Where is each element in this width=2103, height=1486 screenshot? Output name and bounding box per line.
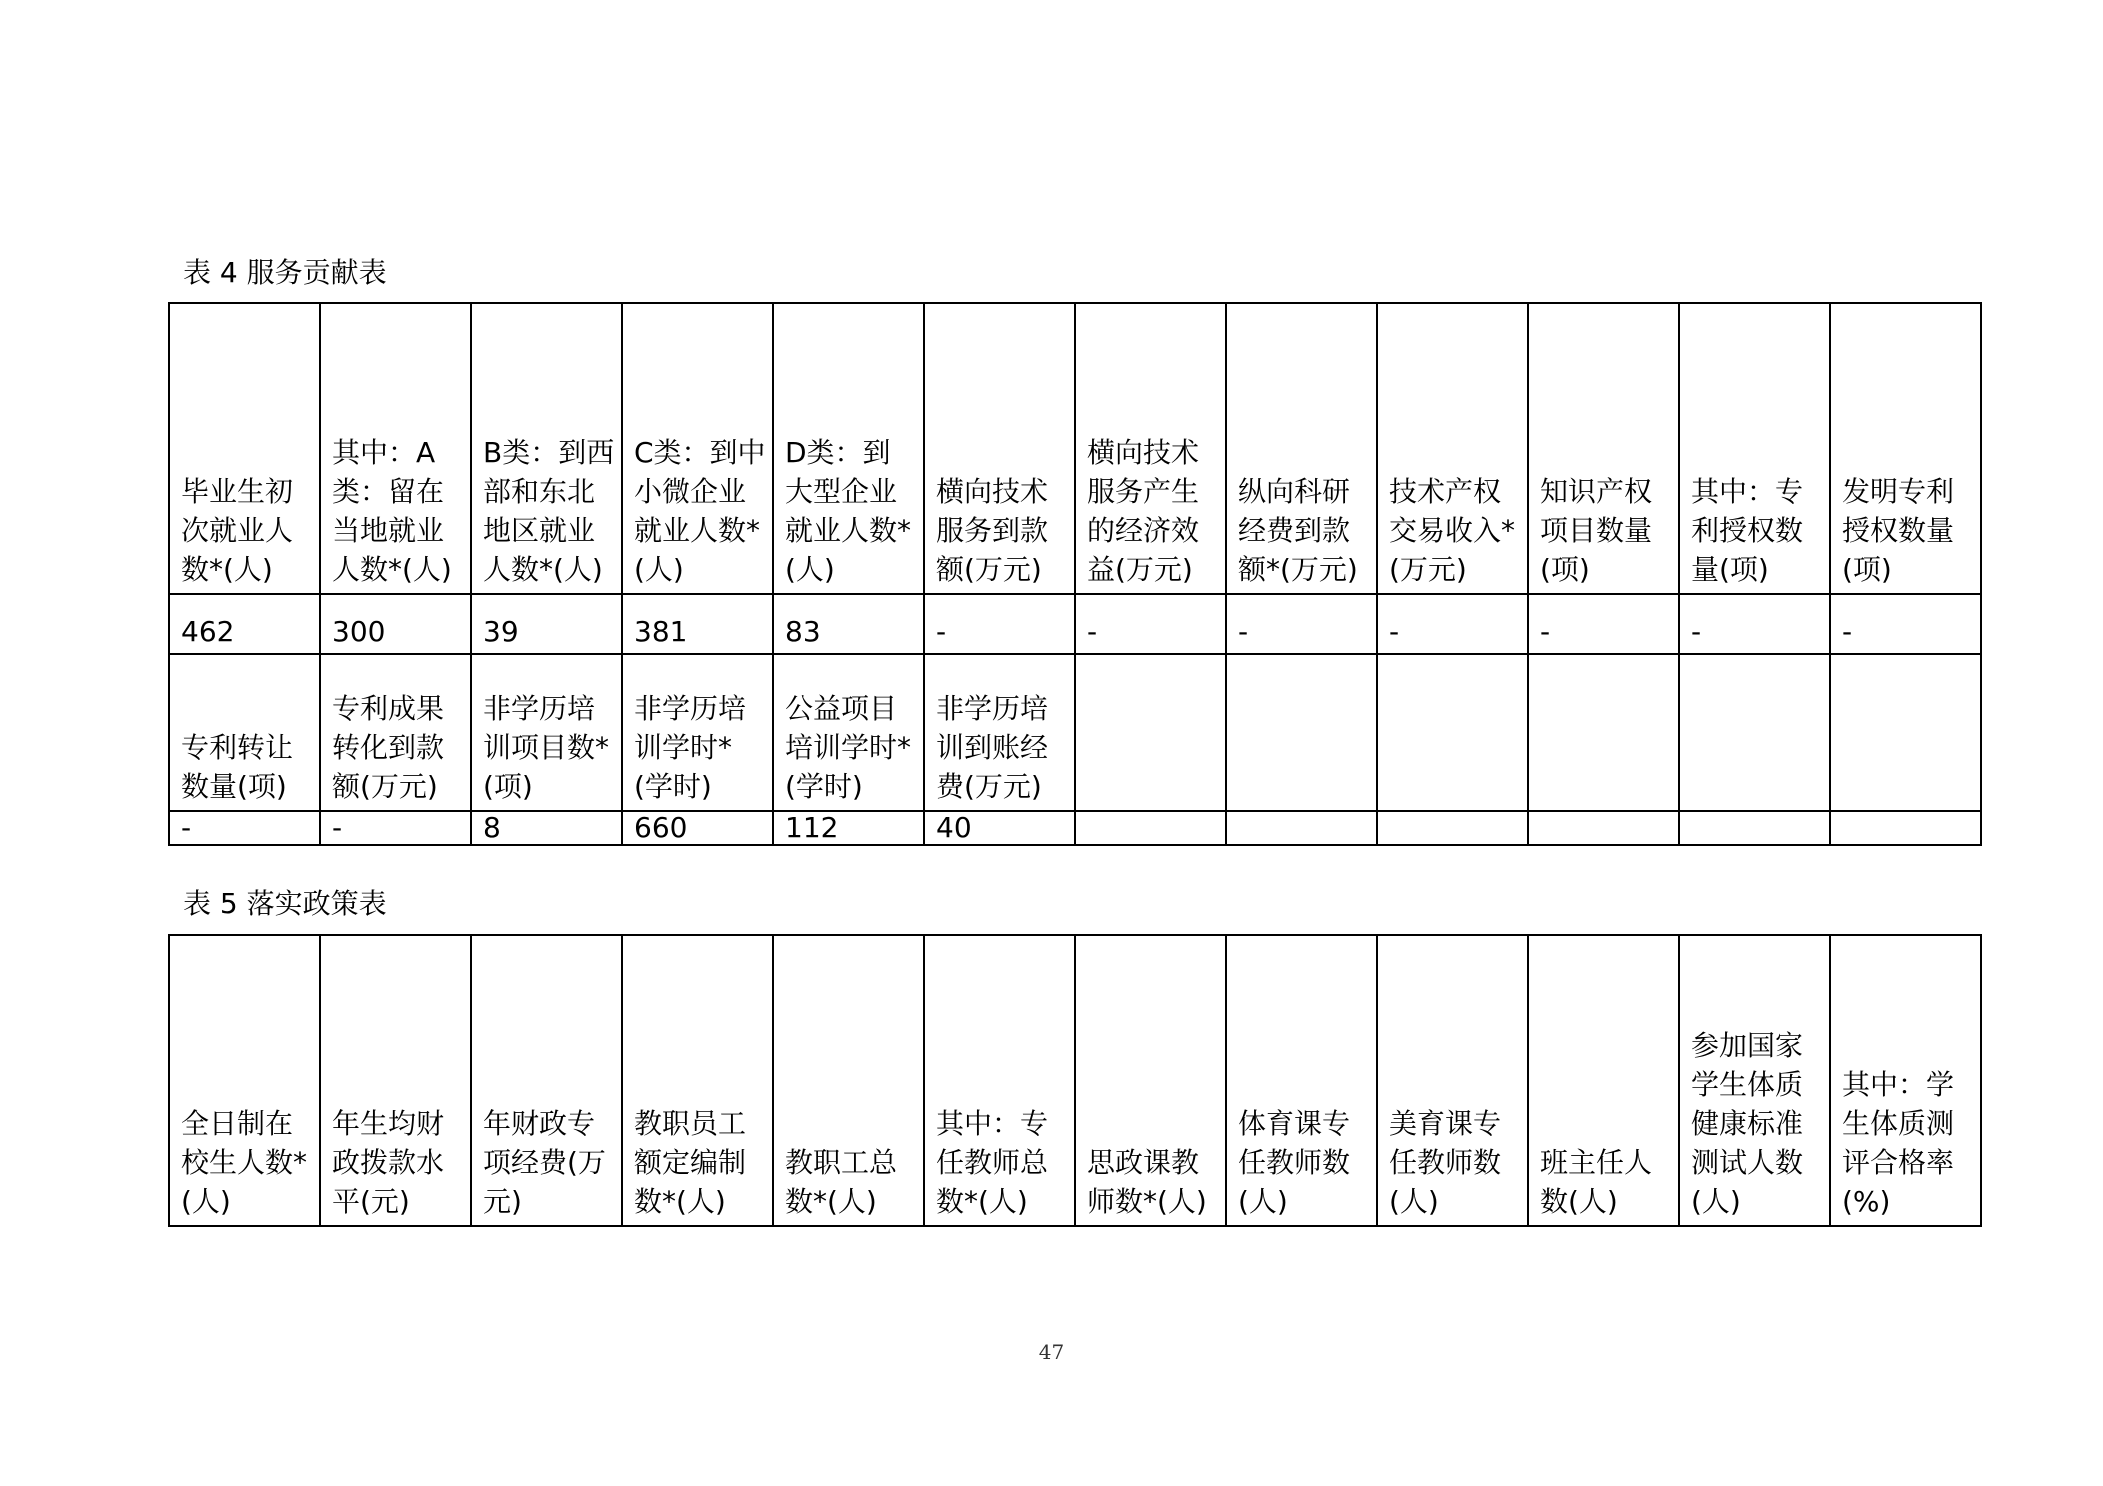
t4-header-cell: 非学历培训项目数*(项) xyxy=(471,654,622,811)
t5-header-cell: 教职员工额定编制数*(人) xyxy=(622,935,773,1226)
t4-value-cell: 660 xyxy=(622,811,773,845)
t5-header-cell: 其中：专任教师总数*(人) xyxy=(924,935,1075,1226)
table4-caption: 表 4 服务贡献表 xyxy=(183,256,387,289)
t4-value-cell: - xyxy=(320,811,471,845)
t4-value-cell: - xyxy=(169,811,320,845)
t5-header-cell: 其中：学生体质测评合格率(%) xyxy=(1830,935,1981,1226)
t4-empty-cell xyxy=(1528,654,1679,811)
t4-header-cell: 毕业生初次就业人数*(人) xyxy=(169,303,320,594)
t5-header-cell: 全日制在校生人数*(人) xyxy=(169,935,320,1226)
t4-empty-cell xyxy=(1830,811,1981,845)
t4-header-cell: 横向技术服务产生的经济效益(万元) xyxy=(1075,303,1226,594)
t4-empty-cell xyxy=(1528,811,1679,845)
t4-value-cell: 381 xyxy=(622,594,773,654)
service-contribution-table xyxy=(168,302,1982,846)
t4-value-cell: - xyxy=(1679,594,1830,654)
t5-header-cell: 班主任人数(人) xyxy=(1528,935,1679,1226)
t4-header-cell: 其中：专利授权数量(项) xyxy=(1679,303,1830,594)
t4-header-cell: 纵向科研经费到款额*(万元) xyxy=(1226,303,1377,594)
t4-value-cell: 462 xyxy=(169,594,320,654)
t5-header-cell: 教职工总数*(人) xyxy=(773,935,924,1226)
t4-value-cell: 8 xyxy=(471,811,622,845)
t4-header-cell: 公益项目培训学时*(学时) xyxy=(773,654,924,811)
t4-header-cell: 发明专利授权数量(项) xyxy=(1830,303,1981,594)
t4-value-cell: 112 xyxy=(773,811,924,845)
t4-value-cell: - xyxy=(1075,594,1226,654)
t4-value-cell: - xyxy=(1528,594,1679,654)
t4-value-cell: - xyxy=(1377,594,1528,654)
t4-header-cell: 横向技术服务到款额(万元) xyxy=(924,303,1075,594)
t4-empty-cell xyxy=(1075,811,1226,845)
t4-empty-cell xyxy=(1377,654,1528,811)
t4-value-cell: 300 xyxy=(320,594,471,654)
t4-empty-cell xyxy=(1830,654,1981,811)
table5-caption: 表 5 落实政策表 xyxy=(183,887,387,920)
policy-implementation-table xyxy=(168,934,1982,1227)
t4-value-cell: - xyxy=(924,594,1075,654)
t4-value-cell: 40 xyxy=(924,811,1075,845)
t4-empty-cell xyxy=(1226,654,1377,811)
t4-header-cell: B类：到西部和东北地区就业人数*(人) xyxy=(471,303,622,594)
t5-header-cell: 参加国家学生体质健康标准测试人数(人) xyxy=(1679,935,1830,1226)
t4-header-cell: C类：到中小微企业就业人数*(人) xyxy=(622,303,773,594)
t4-header-cell: D类：到大型企业就业人数*(人) xyxy=(773,303,924,594)
t4-value-cell: 39 xyxy=(471,594,622,654)
t4-empty-cell xyxy=(1679,811,1830,845)
t4-header-cell: 专利成果转化到款额(万元) xyxy=(320,654,471,811)
t4-empty-cell xyxy=(1075,654,1226,811)
page-number: 47 xyxy=(1038,1340,1065,1364)
t5-header-cell: 思政课教师数*(人) xyxy=(1075,935,1226,1226)
t4-value-cell: - xyxy=(1830,594,1981,654)
t5-header-cell: 美育课专任教师数(人) xyxy=(1377,935,1528,1226)
t4-empty-cell xyxy=(1377,811,1528,845)
t4-header-cell: 知识产权项目数量(项) xyxy=(1528,303,1679,594)
t4-header-cell: 技术产权交易收入*(万元) xyxy=(1377,303,1528,594)
t4-empty-cell xyxy=(1679,654,1830,811)
t4-header-cell: 专利转让数量(项) xyxy=(169,654,320,811)
t4-empty-cell xyxy=(1226,811,1377,845)
t4-value-cell: - xyxy=(1226,594,1377,654)
t4-header-cell: 非学历培训学时*(学时) xyxy=(622,654,773,811)
t5-header-cell: 年财政专项经费(万元) xyxy=(471,935,622,1226)
t4-value-cell: 83 xyxy=(773,594,924,654)
t5-header-cell: 年生均财政拨款水平(元) xyxy=(320,935,471,1226)
t4-header-cell: 其中：A类：留在当地就业人数*(人) xyxy=(320,303,471,594)
t5-header-cell: 体育课专任教师数(人) xyxy=(1226,935,1377,1226)
t4-header-cell: 非学历培训到账经费(万元) xyxy=(924,654,1075,811)
